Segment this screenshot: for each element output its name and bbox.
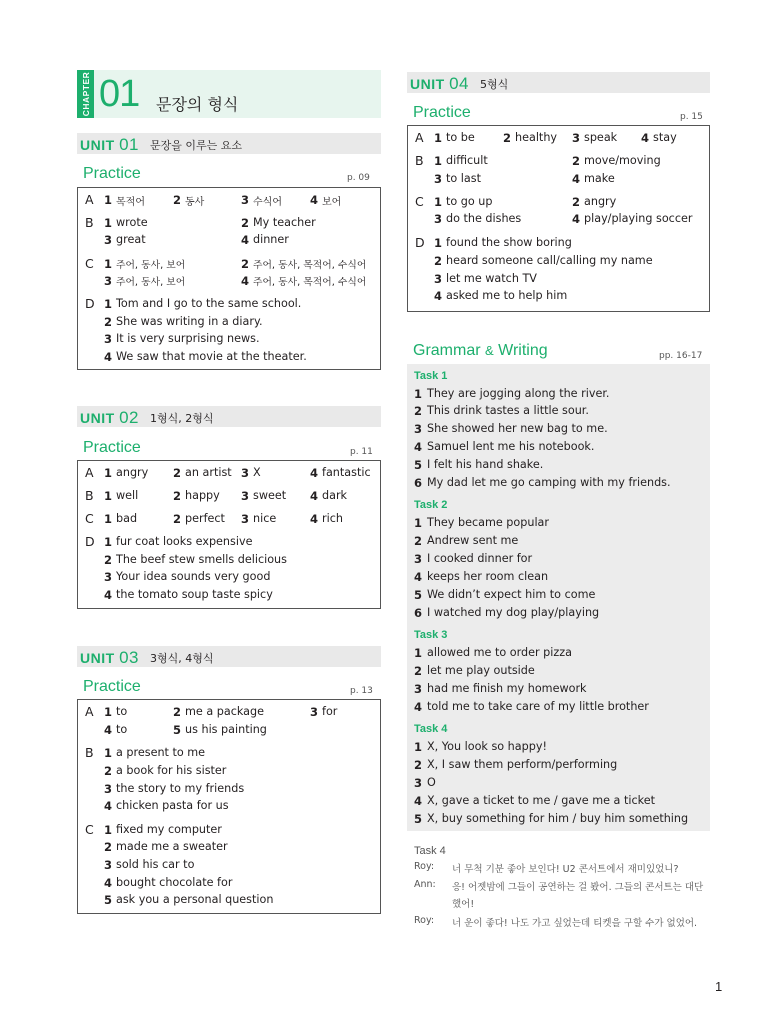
practice-title: Practice bbox=[83, 439, 141, 456]
unit-label: UNIT bbox=[80, 137, 115, 153]
section-letter-a: A bbox=[85, 465, 94, 480]
translation-line bbox=[414, 879, 717, 913]
unit-number: 04 bbox=[449, 74, 469, 93]
translation-text: 너 운이 좋다! 나도 가고 싶었는데 티켓을 구할 수가 없었어. bbox=[452, 918, 698, 929]
translation-text: 응! 어젯밤에 그들이 공연하는 걸 봤어. 그들의 콘서트는 대단했어! bbox=[452, 882, 704, 910]
page-reference: pp. 16-17 bbox=[659, 351, 703, 361]
section-letter-b: B bbox=[85, 488, 94, 503]
task-label: Task 1 bbox=[414, 370, 448, 382]
unit-01-answers: A 1 목적어 2 동사 3 수식어 4 보어 B 1 wrote 2 My teacher 3 great 4 dinner C 1 주어, 동사, 보어 2 주어, 동사, 목적어, 수식어 3 주어, 동사, 보어 4 주어, 동사, 목적어, 수식어 D 1 Tom and I go to the same school. 2 She was writing in a diary. 3 It is very surprising news. 4 We saw that movie at the theater. bbox=[77, 187, 381, 370]
chapter-number: 01 bbox=[99, 73, 140, 115]
section-letter-c: C bbox=[85, 256, 94, 271]
translation-text: 너 무척 기분 좋아 보인다! U2 콘서트에서 재미있었니? bbox=[452, 864, 679, 875]
practice-title: Practice bbox=[413, 104, 471, 121]
unit-label: UNIT bbox=[410, 76, 445, 92]
unit-title: 3형식, 4형식 bbox=[150, 652, 214, 665]
section-letter-b: B bbox=[85, 215, 94, 230]
unit-title: 1형식, 2형식 bbox=[150, 412, 214, 425]
unit-04-header bbox=[407, 72, 710, 93]
section-letter-b: B bbox=[85, 745, 94, 760]
section-letter-d: D bbox=[85, 534, 95, 549]
page-reference: p. 11 bbox=[350, 447, 373, 457]
unit-title: 문장을 이루는 요소 bbox=[150, 139, 243, 152]
chapter-tab: CHAPTER bbox=[77, 70, 94, 118]
speaker-label: Ann: bbox=[414, 879, 436, 890]
translation-title: Task 4 bbox=[414, 845, 446, 857]
unit-number: 03 bbox=[119, 648, 139, 667]
unit-label: UNIT bbox=[80, 410, 115, 426]
grammar-writing-panel: Task 1 1 They are jogging along the river. 2 This drink tastes a little sour. 3 She showed her new bag to me. 4 Samuel lent me his notebook. 5 I felt his hand shake. 6 My dad let me go camping with my friends. Task 2 1 They became popular 2 Andrew sent me 3 I cooked dinner for 4 keeps her room clean 5 We didn’t expect him to come 6 I watched my dog play/playing Task 3 1 allowed me to order pizza 2 let me play outside 3 had me finish my homework 4 told me to take care of my little brother Task 4 1 X, You look so happy! 2 X, I saw them perform/performing 3 O 4 X, gave a ticket to me / gave me a ticket 5 X, buy something for him / buy him something bbox=[407, 364, 710, 831]
translation-line bbox=[414, 915, 717, 932]
page-number: 1 bbox=[715, 979, 723, 994]
unit-number: 01 bbox=[119, 135, 139, 154]
task-label: Task 4 bbox=[414, 723, 448, 735]
unit-03-header bbox=[77, 646, 381, 667]
task-label: Task 2 bbox=[414, 499, 448, 511]
section-letter-c: C bbox=[85, 511, 94, 526]
section-letter-a: A bbox=[85, 192, 94, 207]
page-reference: p. 13 bbox=[350, 686, 373, 696]
unit-04-answers: A 1 to be 2 healthy 3 speak 4 stay B 1 difficult 2 move/moving 3 to last 4 make C 1 to go up 2 angry 3 do the dishes 4 play/playing soccer D 1 found the show boring 2 heard someone call/calling my name 3 let me watch TV 4 asked me to help him bbox=[407, 125, 710, 312]
translation-line bbox=[414, 861, 717, 878]
practice-title: Practice bbox=[83, 678, 141, 695]
grammar-writing-title: Grammar & Writing bbox=[413, 342, 548, 359]
page-reference: p. 09 bbox=[347, 173, 370, 183]
unit-number: 02 bbox=[119, 408, 139, 427]
section-letter-c: C bbox=[415, 194, 424, 209]
section-letter-a: A bbox=[415, 130, 424, 145]
section-letter-d: D bbox=[415, 235, 425, 250]
chapter-title: 문장의 형식 bbox=[156, 95, 239, 114]
chapter-header bbox=[77, 70, 381, 118]
section-letter-d: D bbox=[85, 296, 95, 311]
speaker-label: Roy: bbox=[414, 915, 435, 926]
unit-02-header bbox=[77, 406, 381, 427]
page-reference: p. 15 bbox=[680, 112, 703, 122]
unit-title: 5형식 bbox=[480, 78, 509, 91]
task-label: Task 3 bbox=[414, 629, 448, 641]
unit-label: UNIT bbox=[80, 650, 115, 666]
speaker-label: Roy: bbox=[414, 861, 435, 872]
section-letter-b: B bbox=[415, 153, 424, 168]
unit-03-answers: A 1 to 2 me a package 3 for 4 to 5 us his painting B 1 a present to me 2 a book for his sister 3 the story to my friends 4 chicken pasta for us C 1 fixed my computer 2 made me a sweater 3 sold his car to 4 bought chocolate for 5 ask you a personal question bbox=[77, 699, 381, 914]
section-letter-a: A bbox=[85, 704, 94, 719]
section-letter-c: C bbox=[85, 822, 94, 837]
practice-title: Practice bbox=[83, 165, 141, 182]
unit-01-header bbox=[77, 133, 381, 154]
unit-02-answers: A 1 angry 2 an artist 3 X 4 fantastic B 1 well 2 happy 3 sweet 4 dark C 1 bad 2 perfect 3 nice 4 rich D 1 fur coat looks expensive 2 The beef stew smells delicious 3 Your idea sounds very good 4 the tomato soup taste spicy bbox=[77, 460, 381, 609]
